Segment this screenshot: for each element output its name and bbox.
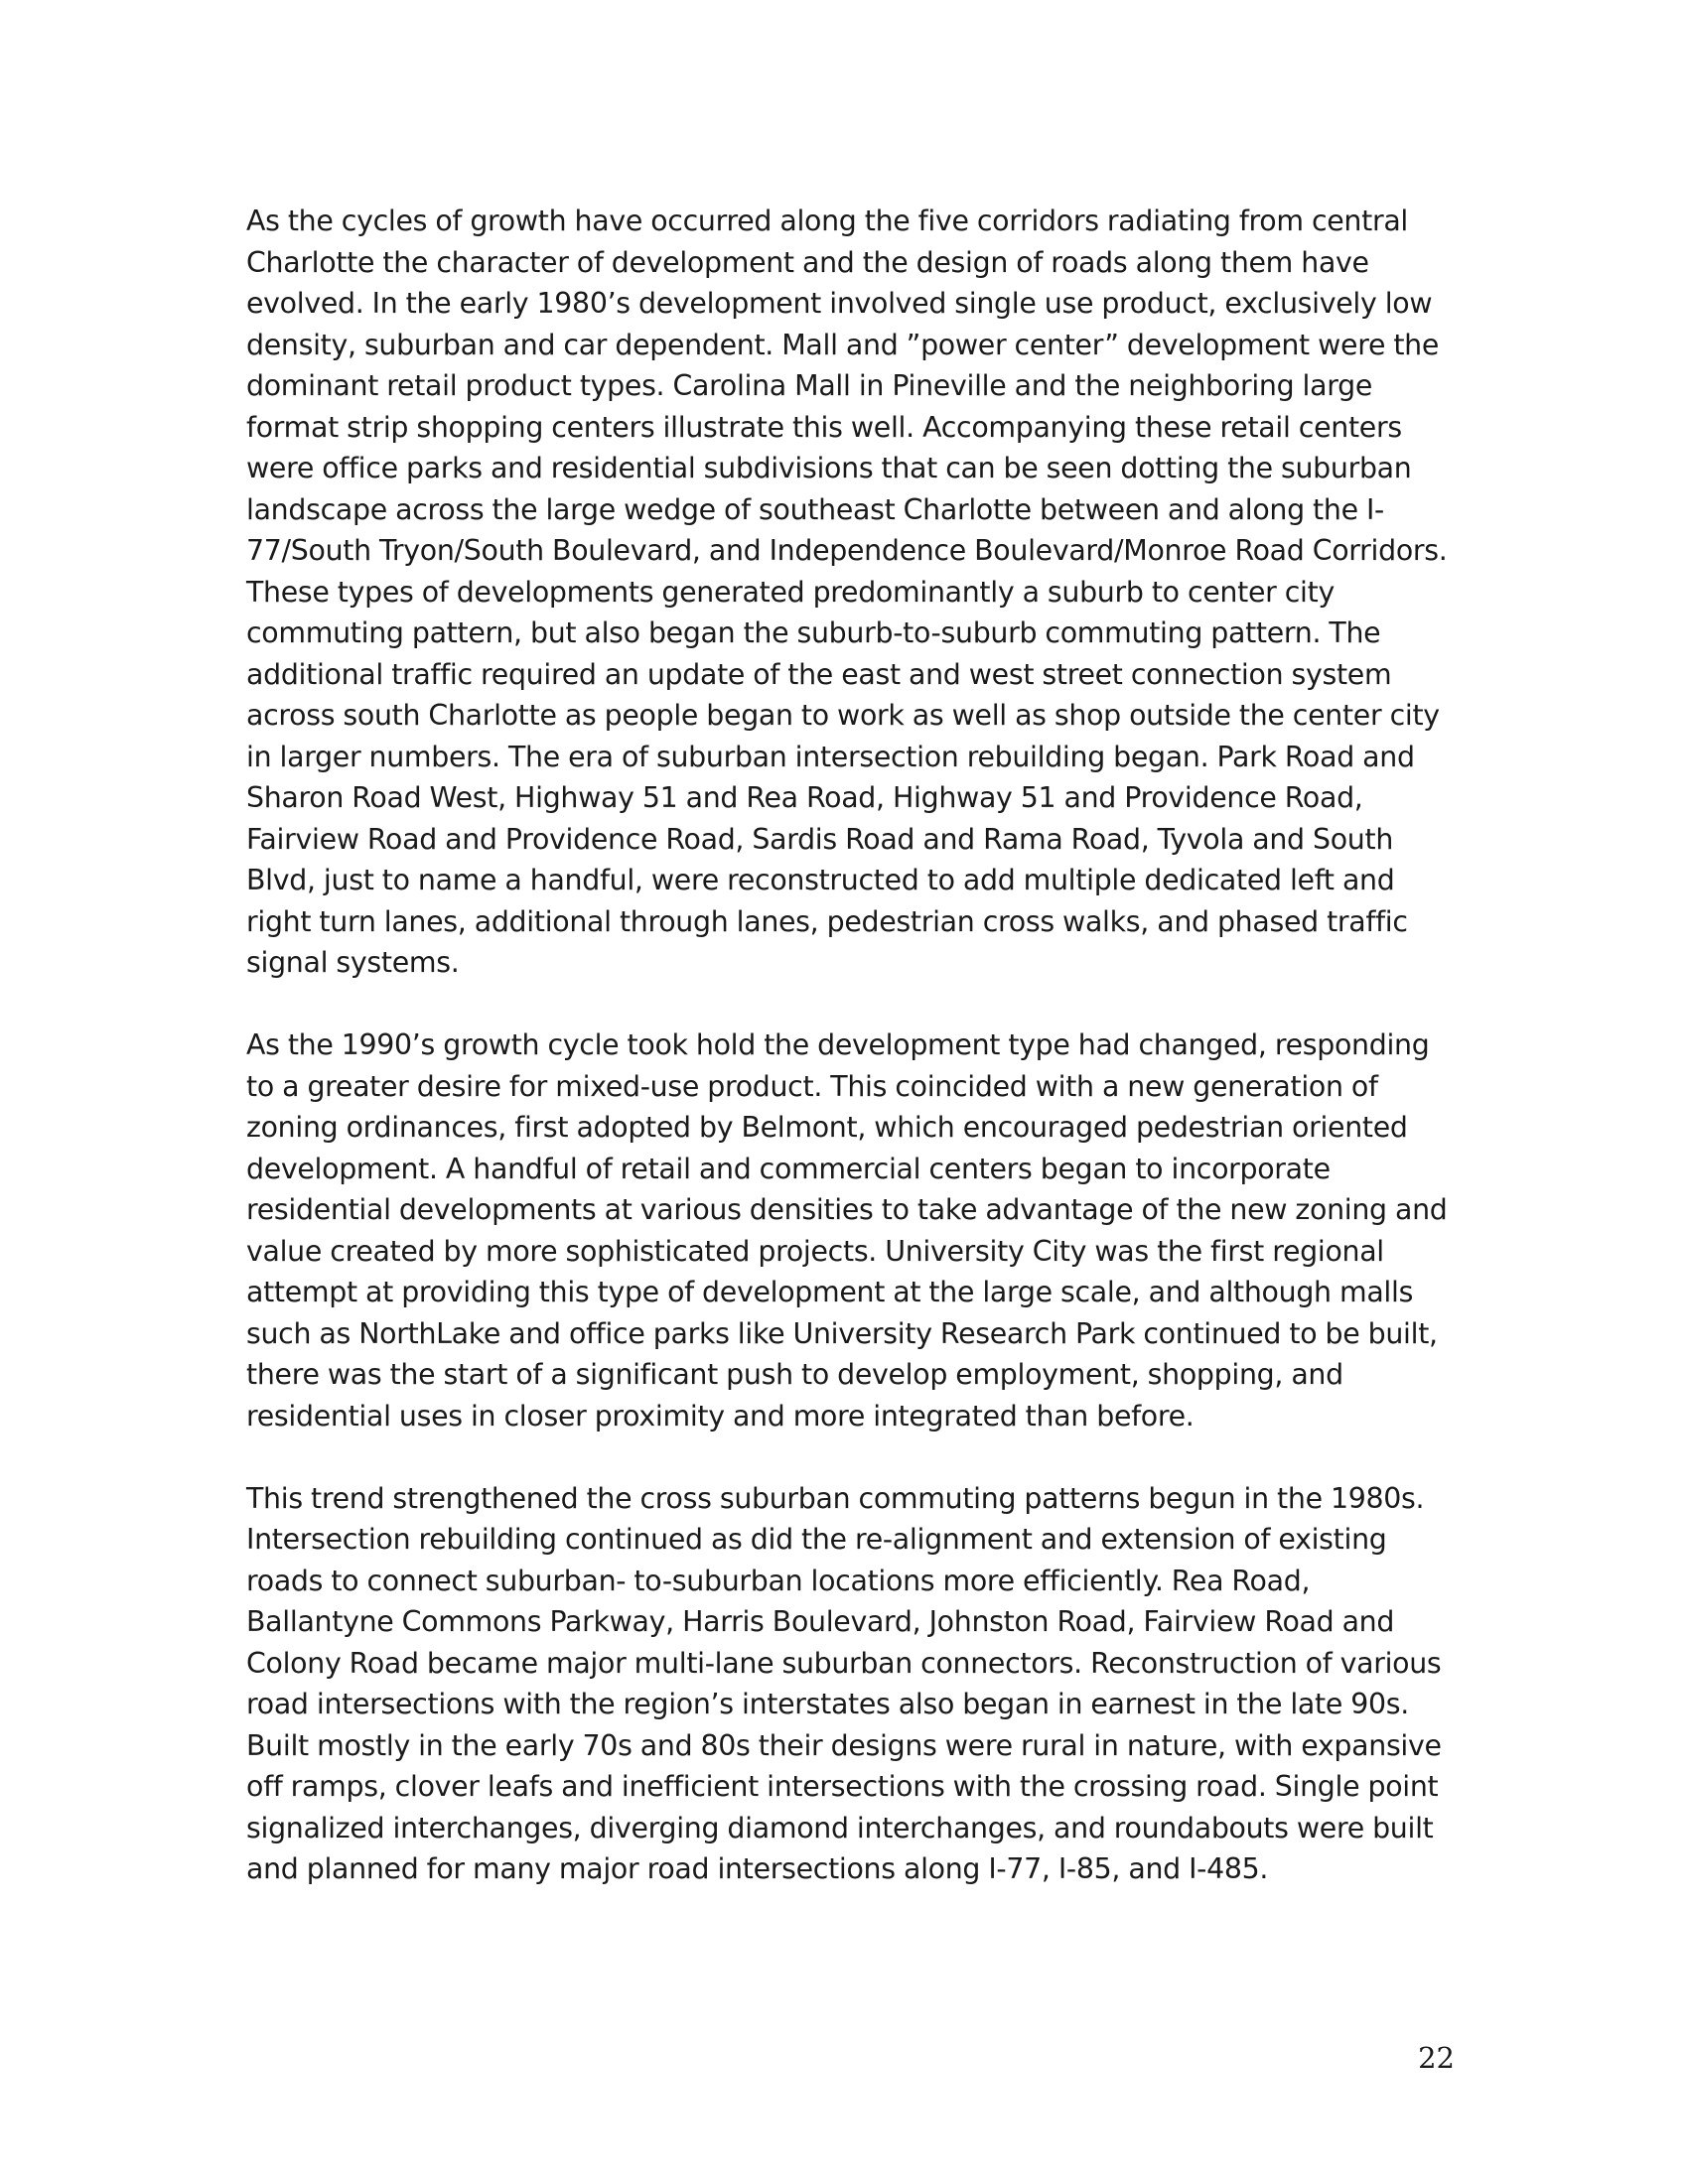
paragraph-3: This trend strengthened the cross suburban commuting patterns begun in the 1980s. Intersection rebuilding continued as did the re-alignment and extension of existing roads to connect suburban- to-suburban locations more efficiently. Rea Road, Ballantyne Commons Parkway, Harris Boulevard, Johnston Road, Fairview Road and Colony Road became major multi-lane suburban connectors. Reconstruction of various road intersections with the region’s interstates also began in earnest in the late 90s. Built mostly in the early 70s and 80s their designs were rural in nature, with expansive off ramps, clover leafs and inefficient intersections with the crossing road. Single point signalized interchanges, diverging diamond interchanges, and roundabouts were built and planned for many major road intersections along I-77, I-85, and I-485.: [246, 1481, 1442, 1885]
body-text: [246, 201, 1458, 1931]
page-number: 22: [1418, 2041, 1455, 2075]
paragraph-2: As the 1990’s growth cycle took hold the development type had changed, responding to a greater desire for mixed-use product. This coincided with a new generation of zoning ordinances, first adopted by Belmont, which encouraged pedestrian oriented development. A handful of retail and commercial centers began to incorporate residential developments at various densities to take advantage of the new zoning and value created by more sophisticated projects. University City was the first regional attempt at providing this type of development at the large scale, and although malls such as NorthLake and office parks like University Research Park continued to be built, there was the start of a significant push to develop employment, shopping, and residential uses in closer proximity and more integrated than before.: [246, 1028, 1448, 1433]
paragraph-1: As the cycles of growth have occurred along the five corridors radiating from central Charlotte the character of development and the design of roads along them have evolved. In the early 1980’s development involved single use product, exclusively low density, suburban and car dependent. Mall and ”power center” development were the dominant retail product types. Carolina Mall in Pineville and the neighboring large format strip shopping centers illustrate this well. Accompanying these retail centers were office parks and residential subdivisions that can be seen dotting the suburban landscape across the large wedge of southeast Charlotte between and along the I-77/South Tryon/South Boulevard, and Independence Boulevard/Monroe Road Corridors. These types of developments generated predominantly a suburb to center city commuting pattern, but also began the suburb-to-suburb commuting pattern. The additional traffic required an update of the east and west street connection system across south Charlotte as people began to work as well as shop outside the center city in larger numbers. The era of suburban intersection rebuilding began. Park Road and Sharon Road West, Highway 51 and Rea Road, Highway 51 and Providence Road, Fairview Road and Providence Road, Sardis Road and Rama Road, Tyvola and South Blvd, just to name a handful, were reconstructed to add multiple dedicated left and right turn lanes, additional through lanes, pedestrian cross walks, and phased traffic signal systems.: [246, 205, 1448, 979]
